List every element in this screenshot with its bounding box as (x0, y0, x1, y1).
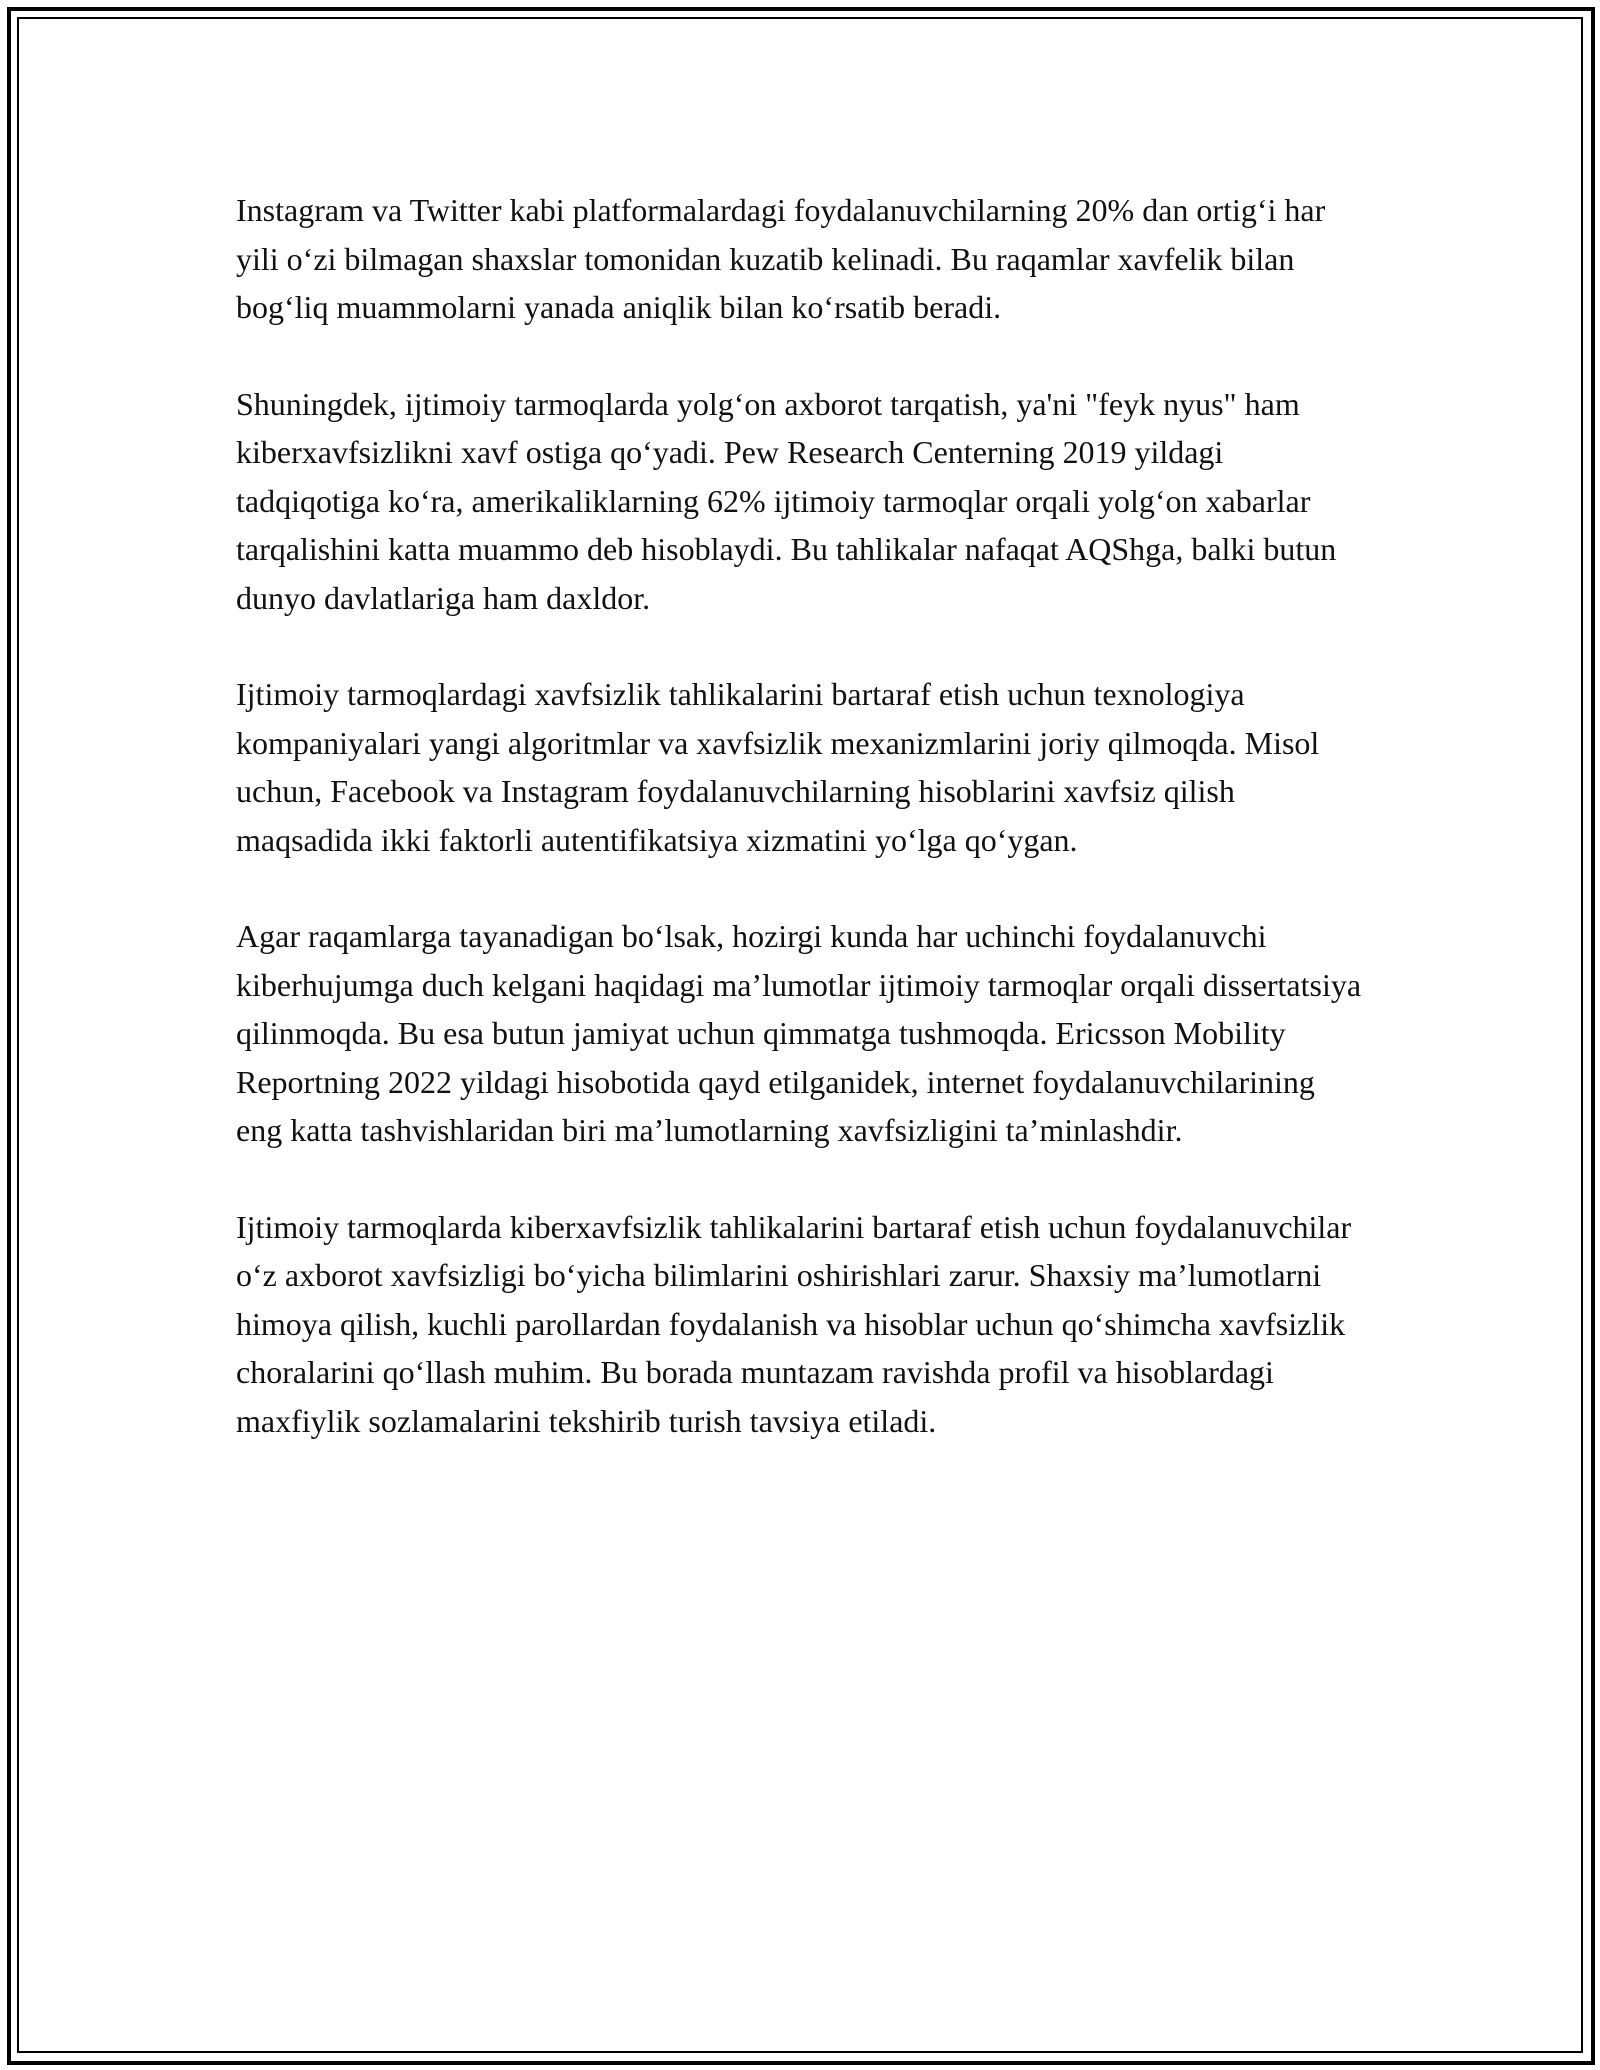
paragraph-3: Ijtimoiy tarmoqlardagi xavfsizlik tahlikalarini bartaraf etish uchun texnologiya kompaniyalari yangi algoritmlar va xavfsizlik mexanizmlarini joriy qilmoqda. Misol uchun, Facebook va Instagram foydalanuvchilarning hisoblarini xavfsiz qilish maqsadida ikki faktorli autentifikatsiya xizmatini yo‘lga qo‘ygan. (236, 676, 1320, 858)
paragraph-5: Ijtimoiy tarmoqlarda kiberxavfsizlik tahlikalarini bartaraf etish uchun foydalanuvchilar o‘z axborot xavfsizligi bo‘yicha bilimlarini oshirishlari zarur. Shaxsiy ma’lumotlarni himoya qilish, kuchli parollardan foydalanish va hisoblar uchun qo‘shimcha xavfsizlik choralarini qo‘llash muhim. Bu borada muntazam ravishda profil va hisoblardagi maxfiylik sozlamalarini tekshirib turish tavsiya etiladi. (236, 1208, 1352, 1439)
paragraph-1: Instagram va Twitter kabi platformalardagi foydalanuvchilarning 20% dan ortig‘i har yili o‘zi bilmagan shaxslar tomonidan kuzatib kelinadi. Bu raqamlar xavfelik bilan bog‘liq muammolarni yanada aniqlik bilan ko‘rsatib beradi. (236, 192, 1326, 325)
paragraph-2: Shuningdek, ijtimoiy tarmoqlarda yolg‘on axborot tarqatish, ya'ni "feyk nyus" ham kiberxavfsizlikni xavf ostiga qo‘yadi. Pew Research Centerning 2019 yildagi tadqiqotiga ko‘ra, amerikaliklarning 62% ijtimoiy tarmoqlar orqali yolg‘on xabarlar tarqalishini katta muammo deb hisoblaydi. Bu tahlikalar nafaqat AQShga, balki butun dunyo davlatlariga ham daxldor. (236, 385, 1337, 616)
paragraph-4: Agar raqamlarga tayanadigan bo‘lsak, hozirgi kunda har uchinchi foydalanuvchi kiberhujumga duch kelgani haqidagi ma’lumotlar ijtimoiy tarmoqlar orqali dissertatsiya qilinmoqda. Bu esa butun jamiyat uchun qimmatga tushmoqda. Ericsson Mobility Reportning 2022 yildagi hisobotida qayd etilganidek, internet foydalanuvchilarining eng katta tashvishlaridan biri ma’lumotlarning xavfsizligini ta’minlashdir. (236, 918, 1362, 1148)
document-body (236, 186, 1366, 1493)
